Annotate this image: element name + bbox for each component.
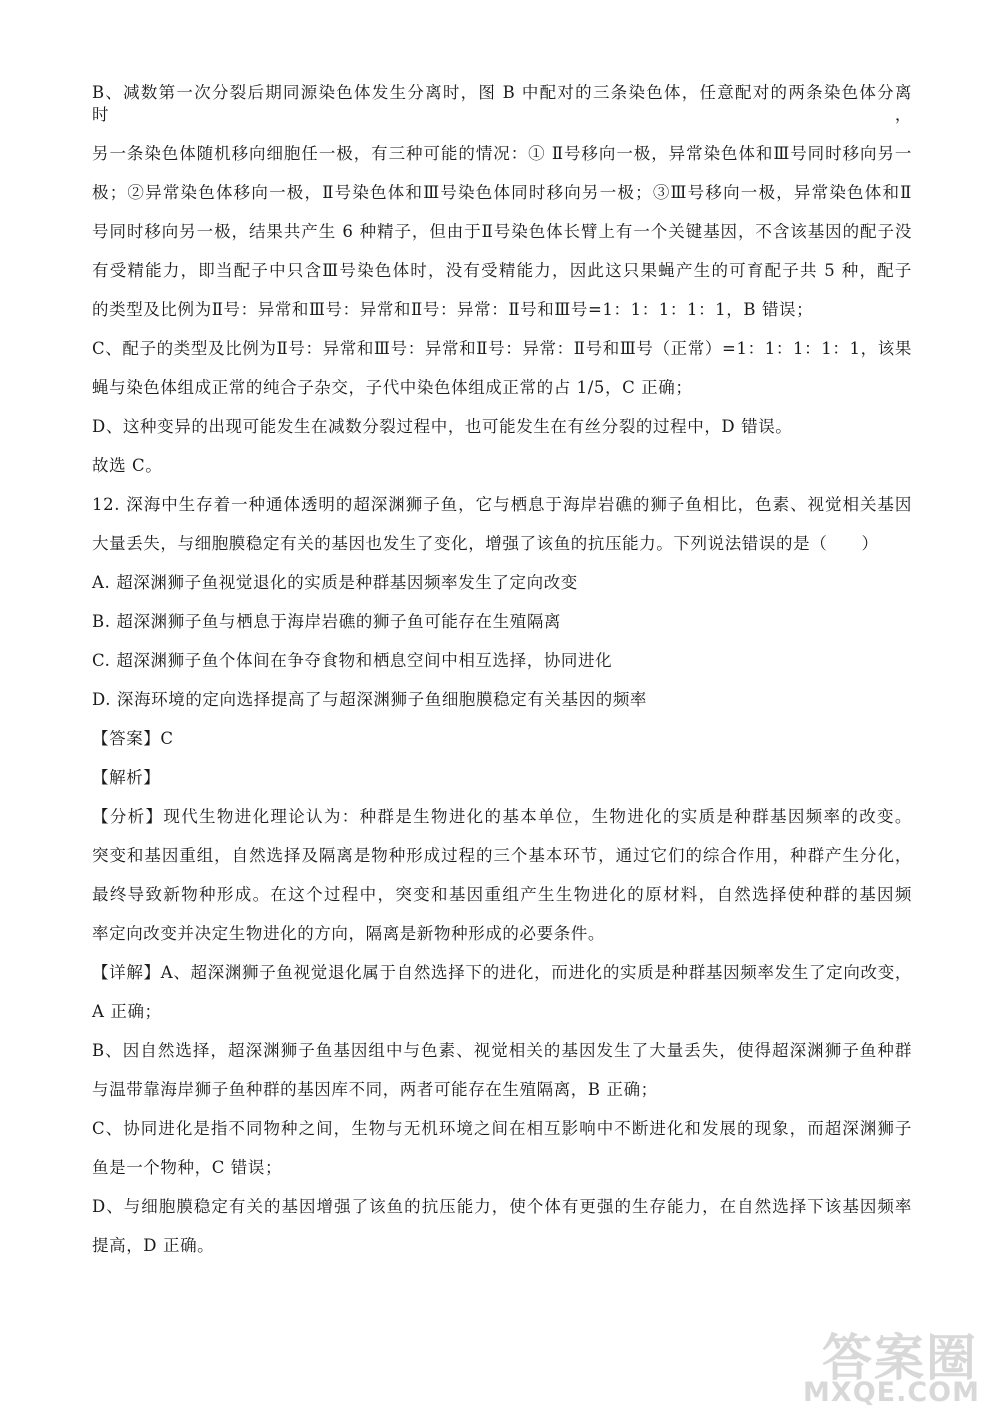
detail-text: 提高，D 正确。 [92,1236,215,1255]
text-line: 的类型及比例为Ⅱ号：异常和Ⅲ号：异常和Ⅱ号：异常：Ⅱ号和Ⅲ号=1：1：1：1：1，B 错误； [92,300,814,319]
question-stem: 大量丢失，与细胞膜稳定有关的基因也发生了变化，增强了该鱼的抗压能力。下列说法错误的是（ ） [92,534,879,553]
watermark-url: MXQE.COM [803,1377,980,1408]
option-d: D. 深海环境的定向选择提高了与超深渊狮子鱼细胞膜稳定有关基因的频率 [92,690,648,709]
text-line: 号同时移向另一极，结果共产生 6 种精子，但由于Ⅱ号染色体长臂上有一个关键基因，不含该基因的配子没 [92,222,912,241]
text-line: B、减数第一次分裂后期同源染色体发生分离时，图 B 中配对的三条染色体，任意配对的两条染色体分离时， [92,83,912,124]
watermark [792,1318,992,1410]
question-stem: 12. 深海中生存着一种通体透明的超深渊狮子鱼，它与栖息于海岸岩礁的狮子鱼相比，色素、视觉相关基因 [92,495,912,514]
detail-text: 【详解】A、超深渊狮子鱼视觉退化属于自然选择下的进化，而进化的实质是种群基因频率发生了定向改变， [92,963,912,982]
option-b: B. 超深渊狮子鱼与栖息于海岸岩礁的狮子鱼可能存在生殖隔离 [92,612,562,631]
text-line: 故选 C。 [92,456,163,475]
analysis-text: 【分析】现代生物进化理论认为：种群是生物进化的基本单位，生物进化的实质是种群基因频率的改变。 [92,807,912,826]
analysis-text: 突变和基因重组，自然选择及隔离是物种形成过程的三个基本环节，通过它们的综合作用，种群产生分化， [92,846,912,865]
text-line: C、配子的类型及比例为Ⅱ号：异常和Ⅲ号：异常和Ⅱ号：异常：Ⅱ号和Ⅲ号（正常）=1：1：1：1：1，该果 [92,339,912,358]
detail-text: C、协同进化是指不同物种之间，生物与无机环境之间在相互影响中不断进化和发展的现象，而超深渊狮子 [92,1119,912,1138]
detail-text: 与温带靠海岸狮子鱼种群的基因库不同，两者可能存在生殖隔离，B 正确； [92,1080,658,1099]
detail-text: D、与细胞膜稳定有关的基因增强了该鱼的抗压能力，使个体有更强的生存能力，在自然选择下该基因频率 [92,1197,912,1216]
answer-label: 【答案】C [92,729,174,748]
text-line: 蝇与染色体组成正常的纯合子杂交，子代中染色体组成正常的占 1/5，C 正确； [92,378,693,397]
text-line: 另一条染色体随机移向细胞任一极，有三种可能的情况：① Ⅱ号移向一极，异常染色体和Ⅲ号同时移向另一 [92,144,912,163]
option-a: A. 超深渊狮子鱼视觉退化的实质是种群基因频率发生了定向改变 [92,573,578,592]
detail-text: 鱼是一个物种，C 错误； [92,1158,283,1177]
text-line: 有受精能力，即当配子中只含Ⅲ号染色体时，没有受精能力，因此这只果蝇产生的可育配子共 5 种，配子 [92,261,912,280]
text-line: D、这种变异的出现可能发生在减数分裂过程中，也可能发生在有丝分裂的过程中，D 错误。 [92,417,793,436]
option-c: C. 超深渊狮子鱼个体间在争夺食物和栖息空间中相互选择，协同进化 [92,651,613,670]
analysis-text: 最终导致新物种形成。在这个过程中，突变和基因重组产生生物进化的原材料，自然选择使种群的基因频 [92,885,912,904]
analysis-text: 率定向改变并决定生物进化的方向，隔离是新物种形成的必要条件。 [92,924,605,943]
watermark-logo: 答案圈 [822,1329,978,1387]
detail-text: A 正确； [92,1002,162,1021]
detail-text: B、因自然选择，超深渊狮子鱼基因组中与色素、视觉相关的基因发生了大量丢失，使得超深渊狮子鱼种群 [92,1041,912,1060]
document-body [92,82,912,1274]
text-line: 极；②异常染色体移向一极，Ⅱ号染色体和Ⅲ号染色体同时移向另一极；③Ⅲ号移向一极，异常染色体和Ⅱ [92,183,912,202]
analysis-heading: 【解析】 [92,768,161,787]
